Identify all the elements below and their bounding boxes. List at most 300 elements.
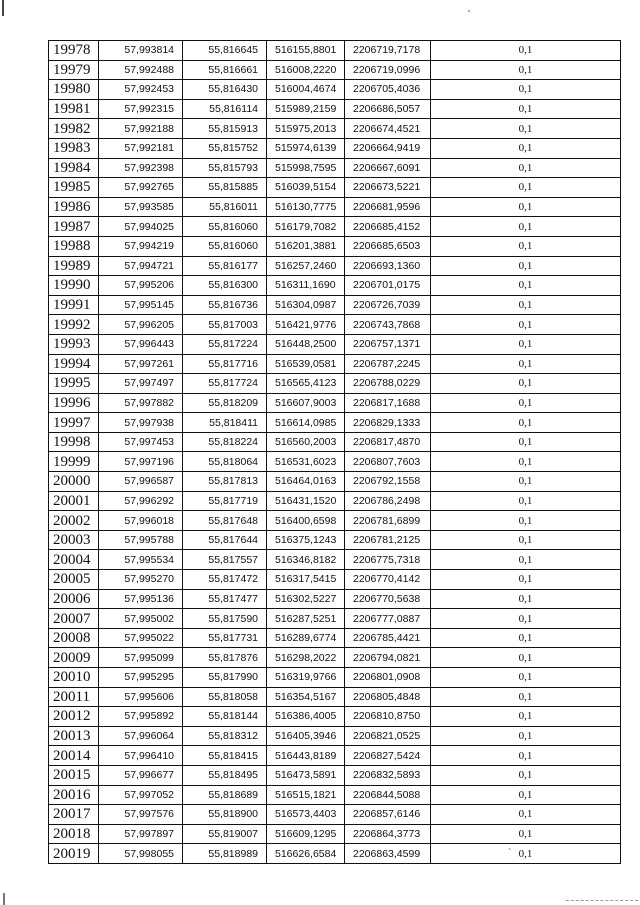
table-row — [49, 511, 621, 531]
y-coordinate-cell: 2206719,7178 — [345, 41, 431, 61]
point-number-cell: 19987 — [49, 217, 99, 237]
accuracy-cell: 0,1 — [431, 60, 621, 80]
latitude-cell: 57,996205 — [99, 315, 183, 335]
point-number-cell: 20007 — [49, 609, 99, 629]
point-number-cell: 19988 — [49, 236, 99, 256]
longitude-cell: 55,816300 — [183, 276, 267, 296]
accuracy-cell: 0,1 — [431, 256, 621, 276]
accuracy-cell: 0,1 — [431, 178, 621, 198]
table-row — [49, 530, 621, 550]
y-coordinate-cell: 2206827,5424 — [345, 746, 431, 766]
point-number-cell: 19989 — [49, 256, 99, 276]
point-number-cell: 19991 — [49, 295, 99, 315]
point-number-cell: 19993 — [49, 334, 99, 354]
x-coordinate-cell: 516346,8182 — [267, 550, 345, 570]
accuracy-cell: 0,1 — [431, 432, 621, 452]
point-number-cell: 20013 — [49, 726, 99, 746]
accuracy-cell: 0,1 — [431, 413, 621, 433]
latitude-cell: 57,992453 — [99, 80, 183, 100]
latitude-cell: 57,995270 — [99, 570, 183, 590]
table-row — [49, 432, 621, 452]
accuracy-cell: 0,1 — [431, 393, 621, 413]
table-row — [49, 276, 621, 296]
table-row — [49, 197, 621, 217]
point-number-cell: 20000 — [49, 472, 99, 492]
table-row — [49, 765, 621, 785]
table-row — [49, 334, 621, 354]
scan-edge-mark — [2, 0, 4, 16]
accuracy-cell: 0,1 — [431, 570, 621, 590]
point-number-cell: 20004 — [49, 550, 99, 570]
table-row — [49, 844, 621, 864]
point-number-cell: 19998 — [49, 432, 99, 452]
latitude-cell: 57,995145 — [99, 295, 183, 315]
point-number-cell: 19999 — [49, 452, 99, 472]
table-row — [49, 256, 621, 276]
x-coordinate-cell: 516464,0163 — [267, 472, 345, 492]
latitude-cell: 57,995606 — [99, 687, 183, 707]
accuracy-cell: 0,1 — [431, 197, 621, 217]
point-number-cell: 19994 — [49, 354, 99, 374]
longitude-cell: 55,818058 — [183, 687, 267, 707]
latitude-cell: 57,996064 — [99, 726, 183, 746]
y-coordinate-cell: 2206781,6899 — [345, 511, 431, 531]
table-row — [49, 472, 621, 492]
longitude-cell: 55,817990 — [183, 668, 267, 688]
x-coordinate-cell: 516354,5167 — [267, 687, 345, 707]
point-number-cell: 20005 — [49, 570, 99, 590]
point-number-cell: 20019 — [49, 844, 99, 864]
point-number-cell: 20002 — [49, 511, 99, 531]
x-coordinate-cell: 516298,2022 — [267, 648, 345, 668]
x-coordinate-cell: 516560,2003 — [267, 432, 345, 452]
table-row — [49, 60, 621, 80]
point-number-cell: 20014 — [49, 746, 99, 766]
longitude-cell: 55,818900 — [183, 805, 267, 825]
point-number-cell: 19996 — [49, 393, 99, 413]
longitude-cell: 55,818144 — [183, 707, 267, 727]
y-coordinate-cell: 2206792,1558 — [345, 472, 431, 492]
point-number-cell: 20003 — [49, 530, 99, 550]
coordinates-table-body — [49, 41, 621, 864]
y-coordinate-cell: 2206857,6146 — [345, 805, 431, 825]
y-coordinate-cell: 2206775,7318 — [345, 550, 431, 570]
x-coordinate-cell: 516375,1243 — [267, 530, 345, 550]
accuracy-cell: 0,1 — [431, 80, 621, 100]
accuracy-cell: 0,1 — [431, 354, 621, 374]
table-row — [49, 746, 621, 766]
longitude-cell: 55,817477 — [183, 589, 267, 609]
latitude-cell: 57,996677 — [99, 765, 183, 785]
latitude-cell: 57,992188 — [99, 119, 183, 139]
latitude-cell: 57,995788 — [99, 530, 183, 550]
accuracy-cell: 0,1 — [431, 41, 621, 61]
accuracy-cell: 0,1 — [431, 805, 621, 825]
point-number-cell: 19979 — [49, 60, 99, 80]
latitude-cell: 57,995136 — [99, 589, 183, 609]
latitude-cell: 57,997261 — [99, 354, 183, 374]
point-number-cell: 20016 — [49, 785, 99, 805]
latitude-cell: 57,996292 — [99, 491, 183, 511]
y-coordinate-cell: 2206788,0229 — [345, 374, 431, 394]
latitude-cell: 57,997497 — [99, 374, 183, 394]
table-row — [49, 178, 621, 198]
point-number-cell: 20009 — [49, 648, 99, 668]
longitude-cell: 55,817590 — [183, 609, 267, 629]
table-row — [49, 295, 621, 315]
longitude-cell: 55,816060 — [183, 217, 267, 237]
point-number-cell: 19997 — [49, 413, 99, 433]
point-number-cell: 19982 — [49, 119, 99, 139]
accuracy-cell: 0,1 — [431, 668, 621, 688]
table-row — [49, 41, 621, 61]
latitude-cell: 57,997882 — [99, 393, 183, 413]
point-number-cell: 19978 — [49, 41, 99, 61]
y-coordinate-cell: 2206786,2498 — [345, 491, 431, 511]
stray-tick-mark: ` — [508, 848, 512, 859]
y-coordinate-cell: 2206864,3773 — [345, 824, 431, 844]
scan-edge-mark-bottom — [3, 893, 5, 905]
accuracy-cell: 0,1 — [431, 99, 621, 119]
y-coordinate-cell: 2206817,4870 — [345, 432, 431, 452]
y-coordinate-cell: 2206685,4152 — [345, 217, 431, 237]
table-row — [49, 589, 621, 609]
y-coordinate-cell: 2206685,6503 — [345, 236, 431, 256]
longitude-cell: 55,818209 — [183, 393, 267, 413]
x-coordinate-cell: 516289,6774 — [267, 628, 345, 648]
longitude-cell: 55,817003 — [183, 315, 267, 335]
accuracy-cell: 0,1 — [431, 550, 621, 570]
table-row — [49, 217, 621, 237]
x-coordinate-cell: 516607,9003 — [267, 393, 345, 413]
x-coordinate-cell: 516039,5154 — [267, 178, 345, 198]
accuracy-cell: 0,1 — [431, 687, 621, 707]
longitude-cell: 55,816736 — [183, 295, 267, 315]
x-coordinate-cell: 516155,8801 — [267, 41, 345, 61]
y-coordinate-cell: 2206829,1333 — [345, 413, 431, 433]
table-row — [49, 726, 621, 746]
x-coordinate-cell: 516319,9766 — [267, 668, 345, 688]
x-coordinate-cell: 516130,7775 — [267, 197, 345, 217]
y-coordinate-cell: 2206681,9596 — [345, 197, 431, 217]
point-number-cell: 20012 — [49, 707, 99, 727]
y-coordinate-cell: 2206667,6091 — [345, 158, 431, 178]
table-row — [49, 609, 621, 629]
y-coordinate-cell: 2206693,1360 — [345, 256, 431, 276]
x-coordinate-cell: 516304,0987 — [267, 295, 345, 315]
x-coordinate-cell: 516431,1520 — [267, 491, 345, 511]
accuracy-cell: 0,1 — [431, 648, 621, 668]
longitude-cell: 55,818064 — [183, 452, 267, 472]
table-row — [49, 668, 621, 688]
table-row — [49, 570, 621, 590]
x-coordinate-cell: 516008,2220 — [267, 60, 345, 80]
accuracy-cell: 0,1 — [431, 609, 621, 629]
y-coordinate-cell: 2206863,4599 — [345, 844, 431, 864]
point-number-cell: 20001 — [49, 491, 99, 511]
accuracy-cell: 0,1 — [431, 315, 621, 335]
longitude-cell: 55,816430 — [183, 80, 267, 100]
y-coordinate-cell: 2206719,0996 — [345, 60, 431, 80]
x-coordinate-cell: 516531,6023 — [267, 452, 345, 472]
table-row — [49, 99, 621, 119]
accuracy-cell: 0,1 — [431, 158, 621, 178]
scan-speck — [468, 10, 470, 12]
x-coordinate-cell: 515998,7595 — [267, 158, 345, 178]
latitude-cell: 57,997196 — [99, 452, 183, 472]
accuracy-cell: 0,1 — [431, 119, 621, 139]
longitude-cell: 55,816645 — [183, 41, 267, 61]
table-row — [49, 236, 621, 256]
point-number-cell: 19990 — [49, 276, 99, 296]
latitude-cell: 57,997453 — [99, 432, 183, 452]
longitude-cell: 55,815913 — [183, 119, 267, 139]
table-row — [49, 393, 621, 413]
longitude-cell: 55,817472 — [183, 570, 267, 590]
latitude-cell: 57,997576 — [99, 805, 183, 825]
latitude-cell: 57,995022 — [99, 628, 183, 648]
longitude-cell: 55,816661 — [183, 60, 267, 80]
x-coordinate-cell: 516004,4674 — [267, 80, 345, 100]
table-row — [49, 80, 621, 100]
longitude-cell: 55,818411 — [183, 413, 267, 433]
table-row — [49, 628, 621, 648]
longitude-cell: 55,817224 — [183, 334, 267, 354]
y-coordinate-cell: 2206664,9419 — [345, 138, 431, 158]
accuracy-cell: 0,1 — [431, 589, 621, 609]
x-coordinate-cell: 516317,5415 — [267, 570, 345, 590]
point-number-cell: 19984 — [49, 158, 99, 178]
accuracy-cell: 0,1 — [431, 511, 621, 531]
latitude-cell: 57,993814 — [99, 41, 183, 61]
table-row — [49, 491, 621, 511]
x-coordinate-cell: 515975,2013 — [267, 119, 345, 139]
scan-footer-dash — [566, 900, 638, 902]
accuracy-cell: 0,1 — [431, 726, 621, 746]
x-coordinate-cell: 516201,3881 — [267, 236, 345, 256]
accuracy-cell: 0,1 — [431, 491, 621, 511]
longitude-cell: 55,817719 — [183, 491, 267, 511]
longitude-cell: 55,819007 — [183, 824, 267, 844]
longitude-cell: 55,818989 — [183, 844, 267, 864]
x-coordinate-cell: 515974,6139 — [267, 138, 345, 158]
longitude-cell: 55,815885 — [183, 178, 267, 198]
x-coordinate-cell: 516287,5251 — [267, 609, 345, 629]
point-number-cell: 20006 — [49, 589, 99, 609]
y-coordinate-cell: 2206770,5638 — [345, 589, 431, 609]
point-number-cell: 19983 — [49, 138, 99, 158]
longitude-cell: 55,818415 — [183, 746, 267, 766]
x-coordinate-cell: 516573,4403 — [267, 805, 345, 825]
y-coordinate-cell: 2206801,0908 — [345, 668, 431, 688]
latitude-cell: 57,995206 — [99, 276, 183, 296]
y-coordinate-cell: 2206743,7868 — [345, 315, 431, 335]
x-coordinate-cell: 516626,6584 — [267, 844, 345, 864]
point-number-cell: 19986 — [49, 197, 99, 217]
y-coordinate-cell: 2206810,8750 — [345, 707, 431, 727]
point-number-cell: 20015 — [49, 765, 99, 785]
longitude-cell: 55,816177 — [183, 256, 267, 276]
x-coordinate-cell: 516614,0985 — [267, 413, 345, 433]
table-row — [49, 648, 621, 668]
accuracy-cell: 0,1 — [431, 785, 621, 805]
y-coordinate-cell: 2206705,4036 — [345, 80, 431, 100]
accuracy-cell: 0,1 — [431, 236, 621, 256]
table-row — [49, 707, 621, 727]
longitude-cell: 55,816114 — [183, 99, 267, 119]
table-row — [49, 315, 621, 335]
table-row — [49, 824, 621, 844]
y-coordinate-cell: 2206777,0887 — [345, 609, 431, 629]
x-coordinate-cell: 516448,2500 — [267, 334, 345, 354]
point-number-cell: 19985 — [49, 178, 99, 198]
longitude-cell: 55,817716 — [183, 354, 267, 374]
table-row — [49, 374, 621, 394]
latitude-cell: 57,995002 — [99, 609, 183, 629]
y-coordinate-cell: 2206781,2125 — [345, 530, 431, 550]
y-coordinate-cell: 2206817,1688 — [345, 393, 431, 413]
point-number-cell: 20010 — [49, 668, 99, 688]
y-coordinate-cell: 2206770,4142 — [345, 570, 431, 590]
y-coordinate-cell: 2206844,5088 — [345, 785, 431, 805]
latitude-cell: 57,996018 — [99, 511, 183, 531]
accuracy-cell: 0,1 — [431, 824, 621, 844]
longitude-cell: 55,817724 — [183, 374, 267, 394]
point-number-cell: 19992 — [49, 315, 99, 335]
latitude-cell: 57,997897 — [99, 824, 183, 844]
latitude-cell: 57,995295 — [99, 668, 183, 688]
coordinates-table — [48, 40, 621, 864]
latitude-cell: 57,992765 — [99, 178, 183, 198]
latitude-cell: 57,994721 — [99, 256, 183, 276]
latitude-cell: 57,995892 — [99, 707, 183, 727]
y-coordinate-cell: 2206821,0525 — [345, 726, 431, 746]
longitude-cell: 55,818495 — [183, 765, 267, 785]
accuracy-cell: 0,1 — [431, 295, 621, 315]
longitude-cell: 55,817648 — [183, 511, 267, 531]
longitude-cell: 55,816011 — [183, 197, 267, 217]
accuracy-cell: 0,1 — [431, 746, 621, 766]
accuracy-cell: 0,1 — [431, 844, 621, 864]
accuracy-cell: 0,1 — [431, 452, 621, 472]
latitude-cell: 57,992488 — [99, 60, 183, 80]
x-coordinate-cell: 516473,5891 — [267, 765, 345, 785]
accuracy-cell: 0,1 — [431, 707, 621, 727]
latitude-cell: 57,997052 — [99, 785, 183, 805]
longitude-cell: 55,817644 — [183, 530, 267, 550]
latitude-cell: 57,992315 — [99, 99, 183, 119]
y-coordinate-cell: 2206757,1371 — [345, 334, 431, 354]
x-coordinate-cell: 516302,5227 — [267, 589, 345, 609]
y-coordinate-cell: 2206787,2245 — [345, 354, 431, 374]
y-coordinate-cell: 2206807,7603 — [345, 452, 431, 472]
latitude-cell: 57,996410 — [99, 746, 183, 766]
longitude-cell: 55,818224 — [183, 432, 267, 452]
latitude-cell: 57,998055 — [99, 844, 183, 864]
point-number-cell: 20017 — [49, 805, 99, 825]
longitude-cell: 55,817731 — [183, 628, 267, 648]
point-number-cell: 19981 — [49, 99, 99, 119]
table-row — [49, 354, 621, 374]
accuracy-cell: 0,1 — [431, 472, 621, 492]
table-row — [49, 785, 621, 805]
accuracy-cell: 0,1 — [431, 628, 621, 648]
table-row — [49, 119, 621, 139]
latitude-cell: 57,994219 — [99, 236, 183, 256]
accuracy-cell: 0,1 — [431, 530, 621, 550]
y-coordinate-cell: 2206674,4521 — [345, 119, 431, 139]
longitude-cell: 55,815752 — [183, 138, 267, 158]
point-number-cell: 20018 — [49, 824, 99, 844]
table-row — [49, 550, 621, 570]
longitude-cell: 55,817557 — [183, 550, 267, 570]
table-row — [49, 452, 621, 472]
x-coordinate-cell: 516443,8189 — [267, 746, 345, 766]
latitude-cell: 57,992181 — [99, 138, 183, 158]
table-row — [49, 413, 621, 433]
accuracy-cell: 0,1 — [431, 138, 621, 158]
accuracy-cell: 0,1 — [431, 217, 621, 237]
y-coordinate-cell: 2206794,0821 — [345, 648, 431, 668]
latitude-cell: 57,996443 — [99, 334, 183, 354]
accuracy-cell: 0,1 — [431, 765, 621, 785]
latitude-cell: 57,995099 — [99, 648, 183, 668]
x-coordinate-cell: 516400,6598 — [267, 511, 345, 531]
longitude-cell: 55,817813 — [183, 472, 267, 492]
accuracy-cell: 0,1 — [431, 374, 621, 394]
longitude-cell: 55,815793 — [183, 158, 267, 178]
y-coordinate-cell: 2206805,4848 — [345, 687, 431, 707]
table-row — [49, 158, 621, 178]
accuracy-cell: 0,1 — [431, 334, 621, 354]
point-number-cell: 19995 — [49, 374, 99, 394]
x-coordinate-cell: 515989,2159 — [267, 99, 345, 119]
longitude-cell: 55,818312 — [183, 726, 267, 746]
y-coordinate-cell: 2206785,4421 — [345, 628, 431, 648]
x-coordinate-cell: 516609,1295 — [267, 824, 345, 844]
x-coordinate-cell: 516421,9776 — [267, 315, 345, 335]
x-coordinate-cell: 516405,3946 — [267, 726, 345, 746]
latitude-cell: 57,995534 — [99, 550, 183, 570]
longitude-cell: 55,817876 — [183, 648, 267, 668]
table-row — [49, 138, 621, 158]
latitude-cell: 57,992398 — [99, 158, 183, 178]
table-row — [49, 805, 621, 825]
x-coordinate-cell: 516539,0581 — [267, 354, 345, 374]
x-coordinate-cell: 516565,4123 — [267, 374, 345, 394]
x-coordinate-cell: 516515,1821 — [267, 785, 345, 805]
point-number-cell: 20008 — [49, 628, 99, 648]
y-coordinate-cell: 2206673,5221 — [345, 178, 431, 198]
latitude-cell: 57,994025 — [99, 217, 183, 237]
accuracy-cell: 0,1 — [431, 276, 621, 296]
point-number-cell: 19980 — [49, 80, 99, 100]
x-coordinate-cell: 516386,4005 — [267, 707, 345, 727]
latitude-cell: 57,997938 — [99, 413, 183, 433]
longitude-cell: 55,818689 — [183, 785, 267, 805]
y-coordinate-cell: 2206832,5893 — [345, 765, 431, 785]
point-number-cell: 20011 — [49, 687, 99, 707]
longitude-cell: 55,816060 — [183, 236, 267, 256]
latitude-cell: 57,993585 — [99, 197, 183, 217]
x-coordinate-cell: 516179,7082 — [267, 217, 345, 237]
y-coordinate-cell: 2206701,0175 — [345, 276, 431, 296]
table-row — [49, 687, 621, 707]
x-coordinate-cell: 516311,1690 — [267, 276, 345, 296]
y-coordinate-cell: 2206726,7039 — [345, 295, 431, 315]
x-coordinate-cell: 516257,2460 — [267, 256, 345, 276]
y-coordinate-cell: 2206686,5057 — [345, 99, 431, 119]
